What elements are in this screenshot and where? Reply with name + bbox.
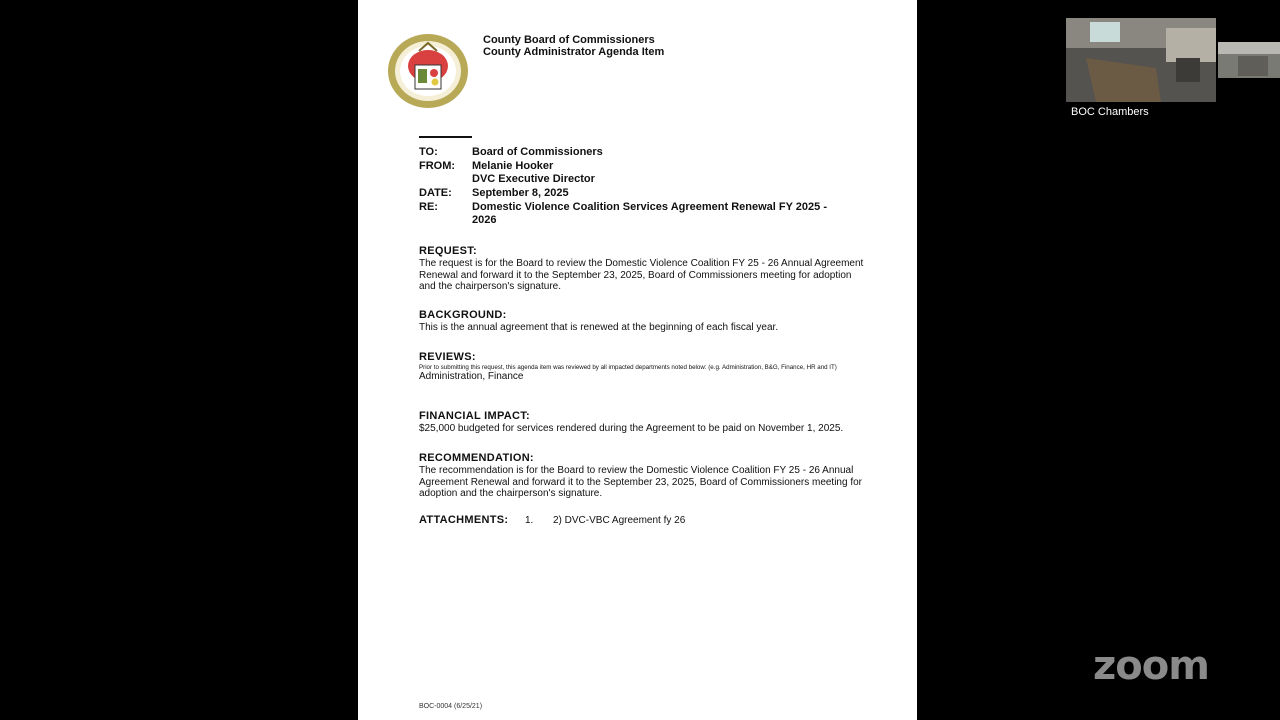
section-heading: ATTACHMENTS:	[419, 514, 509, 526]
shared-document	[358, 0, 917, 720]
section-note: Prior to submitting this request, this agenda item was reviewed by all impacted departments noted below: (e.g. Administration, B&G, Finance, HR and IT)	[419, 364, 837, 371]
section-heading: BACKGROUND:	[419, 309, 507, 321]
request-section	[419, 245, 864, 293]
section-heading: REQUEST:	[419, 245, 478, 257]
attachment-link[interactable]: 2) DVC-VBC Agreement fy 26	[553, 515, 686, 526]
memo-label: FROM:	[419, 160, 456, 172]
memo-from	[419, 160, 849, 186]
section-heading: FINANCIAL IMPACT:	[419, 410, 531, 422]
header-divider	[419, 136, 472, 138]
participant-video-tile[interactable]	[1066, 18, 1216, 102]
memo-value: Domestic Violence Coalition Services Agreement Renewal FY 2025 - 2026	[472, 201, 827, 226]
memo-value: Melanie Hooker	[472, 160, 554, 172]
financial-impact-section	[419, 410, 864, 435]
reviews-section	[419, 351, 864, 383]
form-footer: BOC-0004 (6/25/21)	[419, 703, 483, 710]
recommendation-section	[419, 452, 864, 500]
memo-label: DATE:	[419, 187, 452, 199]
memo-re	[419, 201, 849, 227]
header-line-1: County Board of Commissioners	[483, 34, 655, 46]
memo-label: TO:	[419, 146, 438, 158]
memo-value-group	[472, 160, 849, 186]
memo-date	[419, 187, 849, 200]
background-section	[419, 309, 864, 334]
attachments-section	[419, 514, 685, 526]
memo-value: Board of Commissioners	[472, 146, 603, 158]
header-line-2: County Administrator Agenda Item	[483, 46, 665, 58]
memo-value-title: DVC Executive Director	[472, 173, 595, 185]
memo-to	[419, 146, 849, 159]
document-header	[483, 34, 664, 58]
section-heading: REVIEWS:	[419, 351, 476, 363]
video-feed-image	[1218, 42, 1280, 78]
section-heading: RECOMMENDATION:	[419, 452, 534, 464]
participant-name-label: BOC Chambers	[1071, 106, 1149, 118]
section-text: The recommendation is for the Board to review the Domestic Violence Coalition FY 25 - 26 Annual Agreement Renewal and forward it to the September 23, 2025, Board of Commissioners meeting for adoption and the chairperson's signature.	[419, 465, 863, 500]
attachment-number: 1.	[525, 515, 534, 526]
county-seal-icon	[387, 33, 469, 109]
memo-value: September 8, 2025	[472, 187, 569, 199]
secondary-video-tile[interactable]	[1218, 42, 1280, 78]
section-text: The request is for the Board to review the Domestic Violence Coalition FY 25 - 26 Annual Agreement Renewal and forward it to the September 23, 2025, Board of Commissioners meeting for adoption and the chairperson's signature.	[419, 258, 864, 293]
section-text: $25,000 budgeted for services rendered during the Agreement to be paid on November 1, 2025.	[419, 423, 844, 434]
section-text: Administration, Finance	[419, 371, 524, 382]
video-feed-image	[1066, 18, 1216, 102]
memo-label: RE:	[419, 201, 438, 213]
section-text: This is the annual agreement that is renewed at the beginning of each fiscal year.	[419, 322, 779, 333]
memo-block	[419, 146, 849, 228]
zoom-logo: zoom	[1093, 643, 1209, 689]
